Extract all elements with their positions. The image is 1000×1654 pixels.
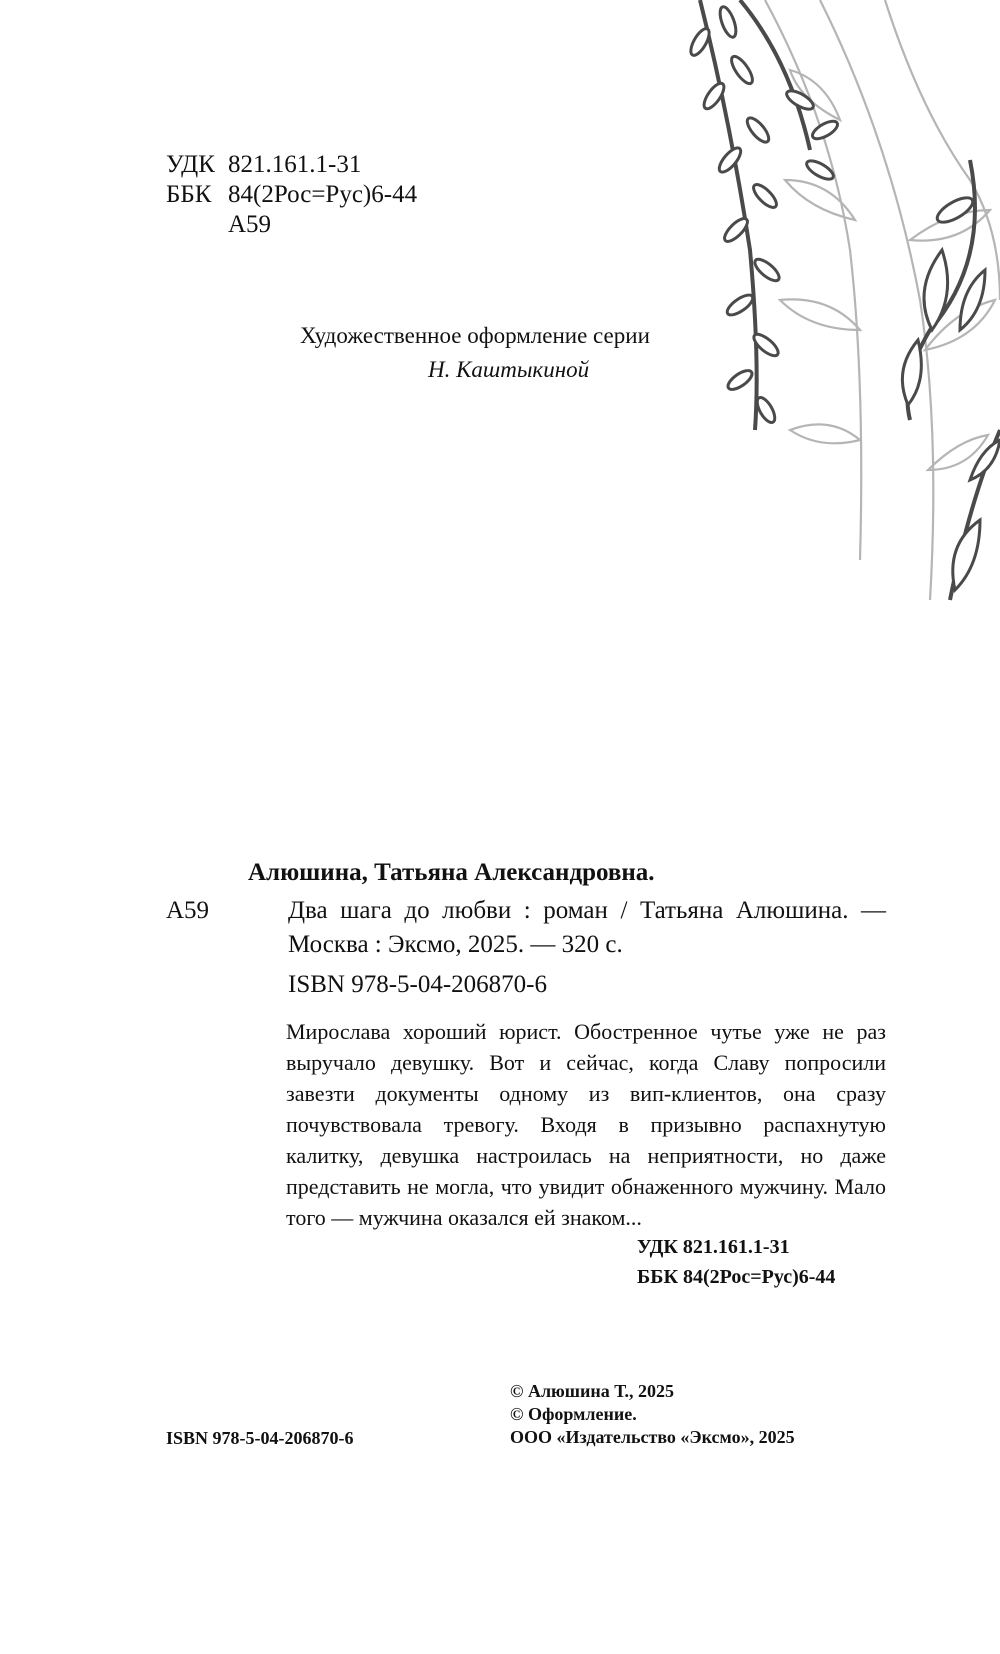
isbn-bottom: ISBN 978-5-04-206870-6 — [166, 1428, 354, 1448]
bbk-value: 84(2Рос=Рус)6-44 — [228, 181, 418, 208]
art-design-line: Художественное оформление серии — [300, 323, 650, 348]
copyright-block — [510, 1380, 795, 1449]
author-sign: А59 — [228, 211, 272, 238]
isbn-entry: ISBN 978-5-04-206870-6 — [288, 971, 548, 998]
copyright-design: © Оформление. — [510, 1404, 637, 1424]
bbk-label: ББК — [166, 181, 212, 208]
author-heading: Алюшина, Татьяна Александровна. — [248, 859, 655, 886]
bottom-bbk: ББК 84(2Рос=Рус)6-44 — [637, 1266, 836, 1288]
copyright-author: © Алюшина Т., 2025 — [510, 1381, 674, 1401]
shelf-mark: А59 — [166, 897, 210, 924]
copyright-publisher: ООО «Издательство «Эксмо», 2025 — [510, 1427, 795, 1447]
udk-value: 821.161.1-31 — [228, 151, 362, 178]
annotation: Мирослава хороший юрист. Обостренное чутье уже не раз выручало девушку. Вот и сейчас, когда Славу попросили завезти документы одному из вип-клиентов, она сразу почувствовала тревогу. Входя в призывно распахнутую калитку, девушка настроилась на неприятности, но даже представить не могла, что увидит обнаженного мужчину. Мало того — мужчина оказался ей знаком... — [286, 1019, 886, 1230]
udk-label: УДК — [166, 151, 215, 178]
bottom-udk: УДК 821.161.1-31 — [637, 1236, 790, 1258]
classification-codes — [166, 150, 417, 240]
catalog-entry: Два шага до любви : роман / Татьяна Алюшина. — Москва : Эксмо, 2025. — 320 с. — [288, 897, 886, 958]
art-designer-name: Н. Каштыкиной — [428, 357, 590, 382]
bottom-codes — [637, 1232, 835, 1292]
leaf-branches-ornament — [670, 0, 1000, 610]
